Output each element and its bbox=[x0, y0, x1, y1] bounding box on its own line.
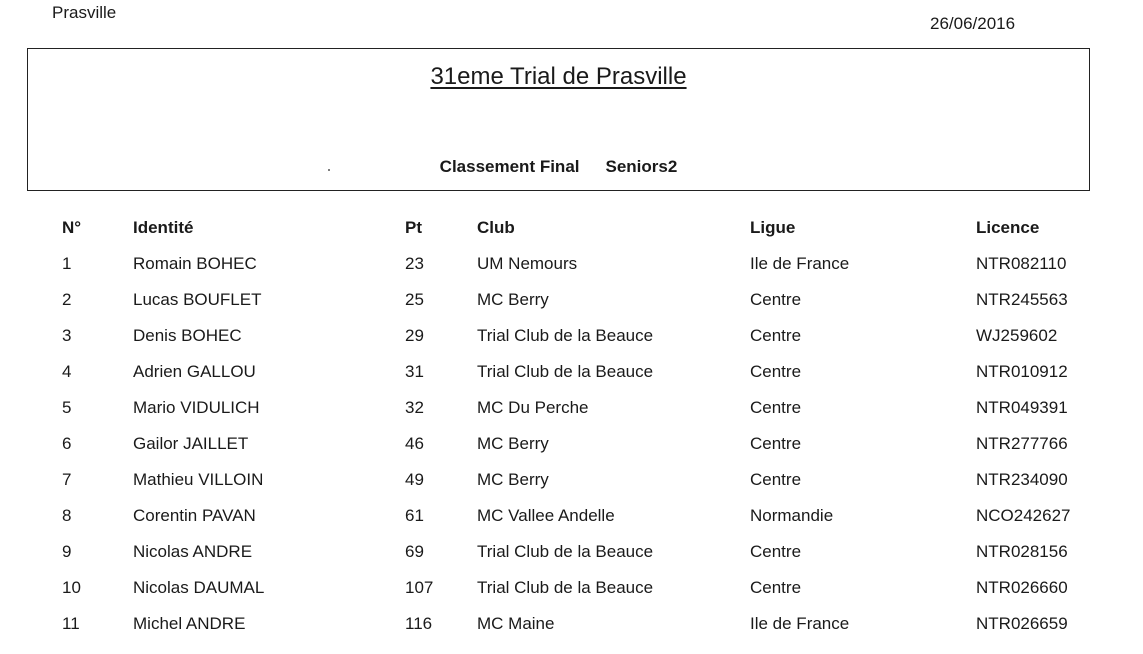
results-table bbox=[0, 210, 1136, 642]
row-club: MC Berry bbox=[477, 290, 549, 309]
table-row bbox=[0, 246, 1136, 282]
col-header-identite: Identité bbox=[133, 218, 194, 237]
row-number: 2 bbox=[62, 290, 72, 309]
row-licence: NTR245563 bbox=[976, 290, 1068, 309]
table-row bbox=[0, 390, 1136, 426]
row-name: Romain BOHEC bbox=[133, 254, 257, 273]
row-club: MC Maine bbox=[477, 614, 555, 633]
row-ligue: Normandie bbox=[750, 506, 834, 525]
row-licence: NCO242627 bbox=[976, 506, 1071, 525]
row-club: MC Vallee Andelle bbox=[477, 506, 615, 525]
date-label: 26/06/2016 bbox=[930, 14, 1016, 33]
row-licence: NTR028156 bbox=[976, 542, 1068, 561]
row-club: Trial Club de la Beauce bbox=[477, 542, 654, 561]
row-number: 5 bbox=[62, 398, 72, 417]
row-name: Denis BOHEC bbox=[133, 326, 242, 345]
row-number: 11 bbox=[62, 614, 80, 633]
row-number: 4 bbox=[62, 362, 72, 381]
row-ligue: Centre bbox=[750, 326, 802, 345]
row-licence: NTR026659 bbox=[976, 614, 1068, 633]
table-row bbox=[0, 354, 1136, 390]
col-header-licence: Licence bbox=[976, 218, 1040, 237]
row-number: 9 bbox=[62, 542, 72, 561]
row-ligue: Centre bbox=[750, 398, 802, 417]
col-header-no: N° bbox=[62, 218, 82, 237]
row-points: 31 bbox=[405, 362, 424, 381]
category-label: Seniors2 bbox=[605, 157, 678, 176]
col-header-ligue: Ligue bbox=[750, 218, 796, 237]
table-row bbox=[0, 534, 1136, 570]
row-name: Mathieu VILLOIN bbox=[133, 470, 264, 489]
location-label: Prasville bbox=[52, 3, 117, 22]
row-licence: NTR026660 bbox=[976, 578, 1068, 597]
row-name: Mario VIDULICH bbox=[133, 398, 260, 417]
table-row bbox=[0, 318, 1136, 354]
title-box bbox=[27, 48, 1090, 191]
row-name: Nicolas ANDRE bbox=[133, 542, 253, 561]
row-points: 61 bbox=[405, 506, 424, 525]
row-number: 1 bbox=[62, 254, 72, 273]
row-club: Trial Club de la Beauce bbox=[477, 326, 654, 345]
table-row bbox=[0, 498, 1136, 534]
row-ligue: Centre bbox=[750, 362, 802, 381]
table-row bbox=[0, 282, 1136, 318]
row-name: Michel ANDRE bbox=[133, 614, 246, 633]
table-row bbox=[0, 606, 1136, 642]
table-row bbox=[0, 462, 1136, 498]
row-ligue: Centre bbox=[750, 470, 802, 489]
table-row bbox=[0, 570, 1136, 606]
row-number: 7 bbox=[62, 470, 72, 489]
row-licence: NTR049391 bbox=[976, 398, 1068, 417]
row-points: 46 bbox=[405, 434, 424, 453]
row-ligue: Ile de France bbox=[750, 614, 850, 633]
row-number: 8 bbox=[62, 506, 72, 525]
row-ligue: Centre bbox=[750, 434, 802, 453]
row-licence: NTR082110 bbox=[976, 254, 1067, 273]
row-club: Trial Club de la Beauce bbox=[477, 578, 654, 597]
row-licence: NTR277766 bbox=[976, 434, 1068, 453]
table-row bbox=[0, 426, 1136, 462]
row-number: 10 bbox=[62, 578, 81, 597]
row-club: MC Du Perche bbox=[477, 398, 589, 417]
col-header-pt: Pt bbox=[405, 218, 422, 237]
row-name: Corentin PAVAN bbox=[133, 506, 256, 525]
row-points: 107 bbox=[405, 578, 434, 597]
table-header-row bbox=[0, 210, 1136, 246]
col-header-club: Club bbox=[477, 218, 515, 237]
row-ligue: Centre bbox=[750, 542, 802, 561]
row-points: 25 bbox=[405, 290, 424, 309]
row-points: 116 bbox=[405, 614, 433, 633]
row-ligue: Ile de France bbox=[750, 254, 850, 273]
row-name: Adrien GALLOU bbox=[133, 362, 256, 381]
row-name: Nicolas DAUMAL bbox=[133, 578, 265, 597]
row-points: 69 bbox=[405, 542, 424, 561]
row-points: 23 bbox=[405, 254, 424, 273]
row-ligue: Centre bbox=[750, 290, 802, 309]
row-licence: NTR234090 bbox=[976, 470, 1068, 489]
subtitle bbox=[28, 157, 1089, 177]
row-club: MC Berry bbox=[477, 434, 549, 453]
ranking-label: Classement Final bbox=[439, 157, 580, 176]
row-club: MC Berry bbox=[477, 470, 549, 489]
row-points: 29 bbox=[405, 326, 424, 345]
row-number: 3 bbox=[62, 326, 72, 345]
row-points: 49 bbox=[405, 470, 424, 489]
row-points: 32 bbox=[405, 398, 424, 417]
row-name: Lucas BOUFLET bbox=[133, 290, 262, 309]
row-number: 6 bbox=[62, 434, 72, 453]
row-name: Gailor JAILLET bbox=[133, 434, 249, 453]
row-club: Trial Club de la Beauce bbox=[477, 362, 654, 381]
event-title: 31eme Trial de Prasville bbox=[430, 63, 687, 90]
row-ligue: Centre bbox=[750, 578, 802, 597]
row-licence: NTR010912 bbox=[976, 362, 1068, 381]
row-licence: WJ259602 bbox=[976, 326, 1058, 345]
row-club: UM Nemours bbox=[477, 254, 578, 273]
